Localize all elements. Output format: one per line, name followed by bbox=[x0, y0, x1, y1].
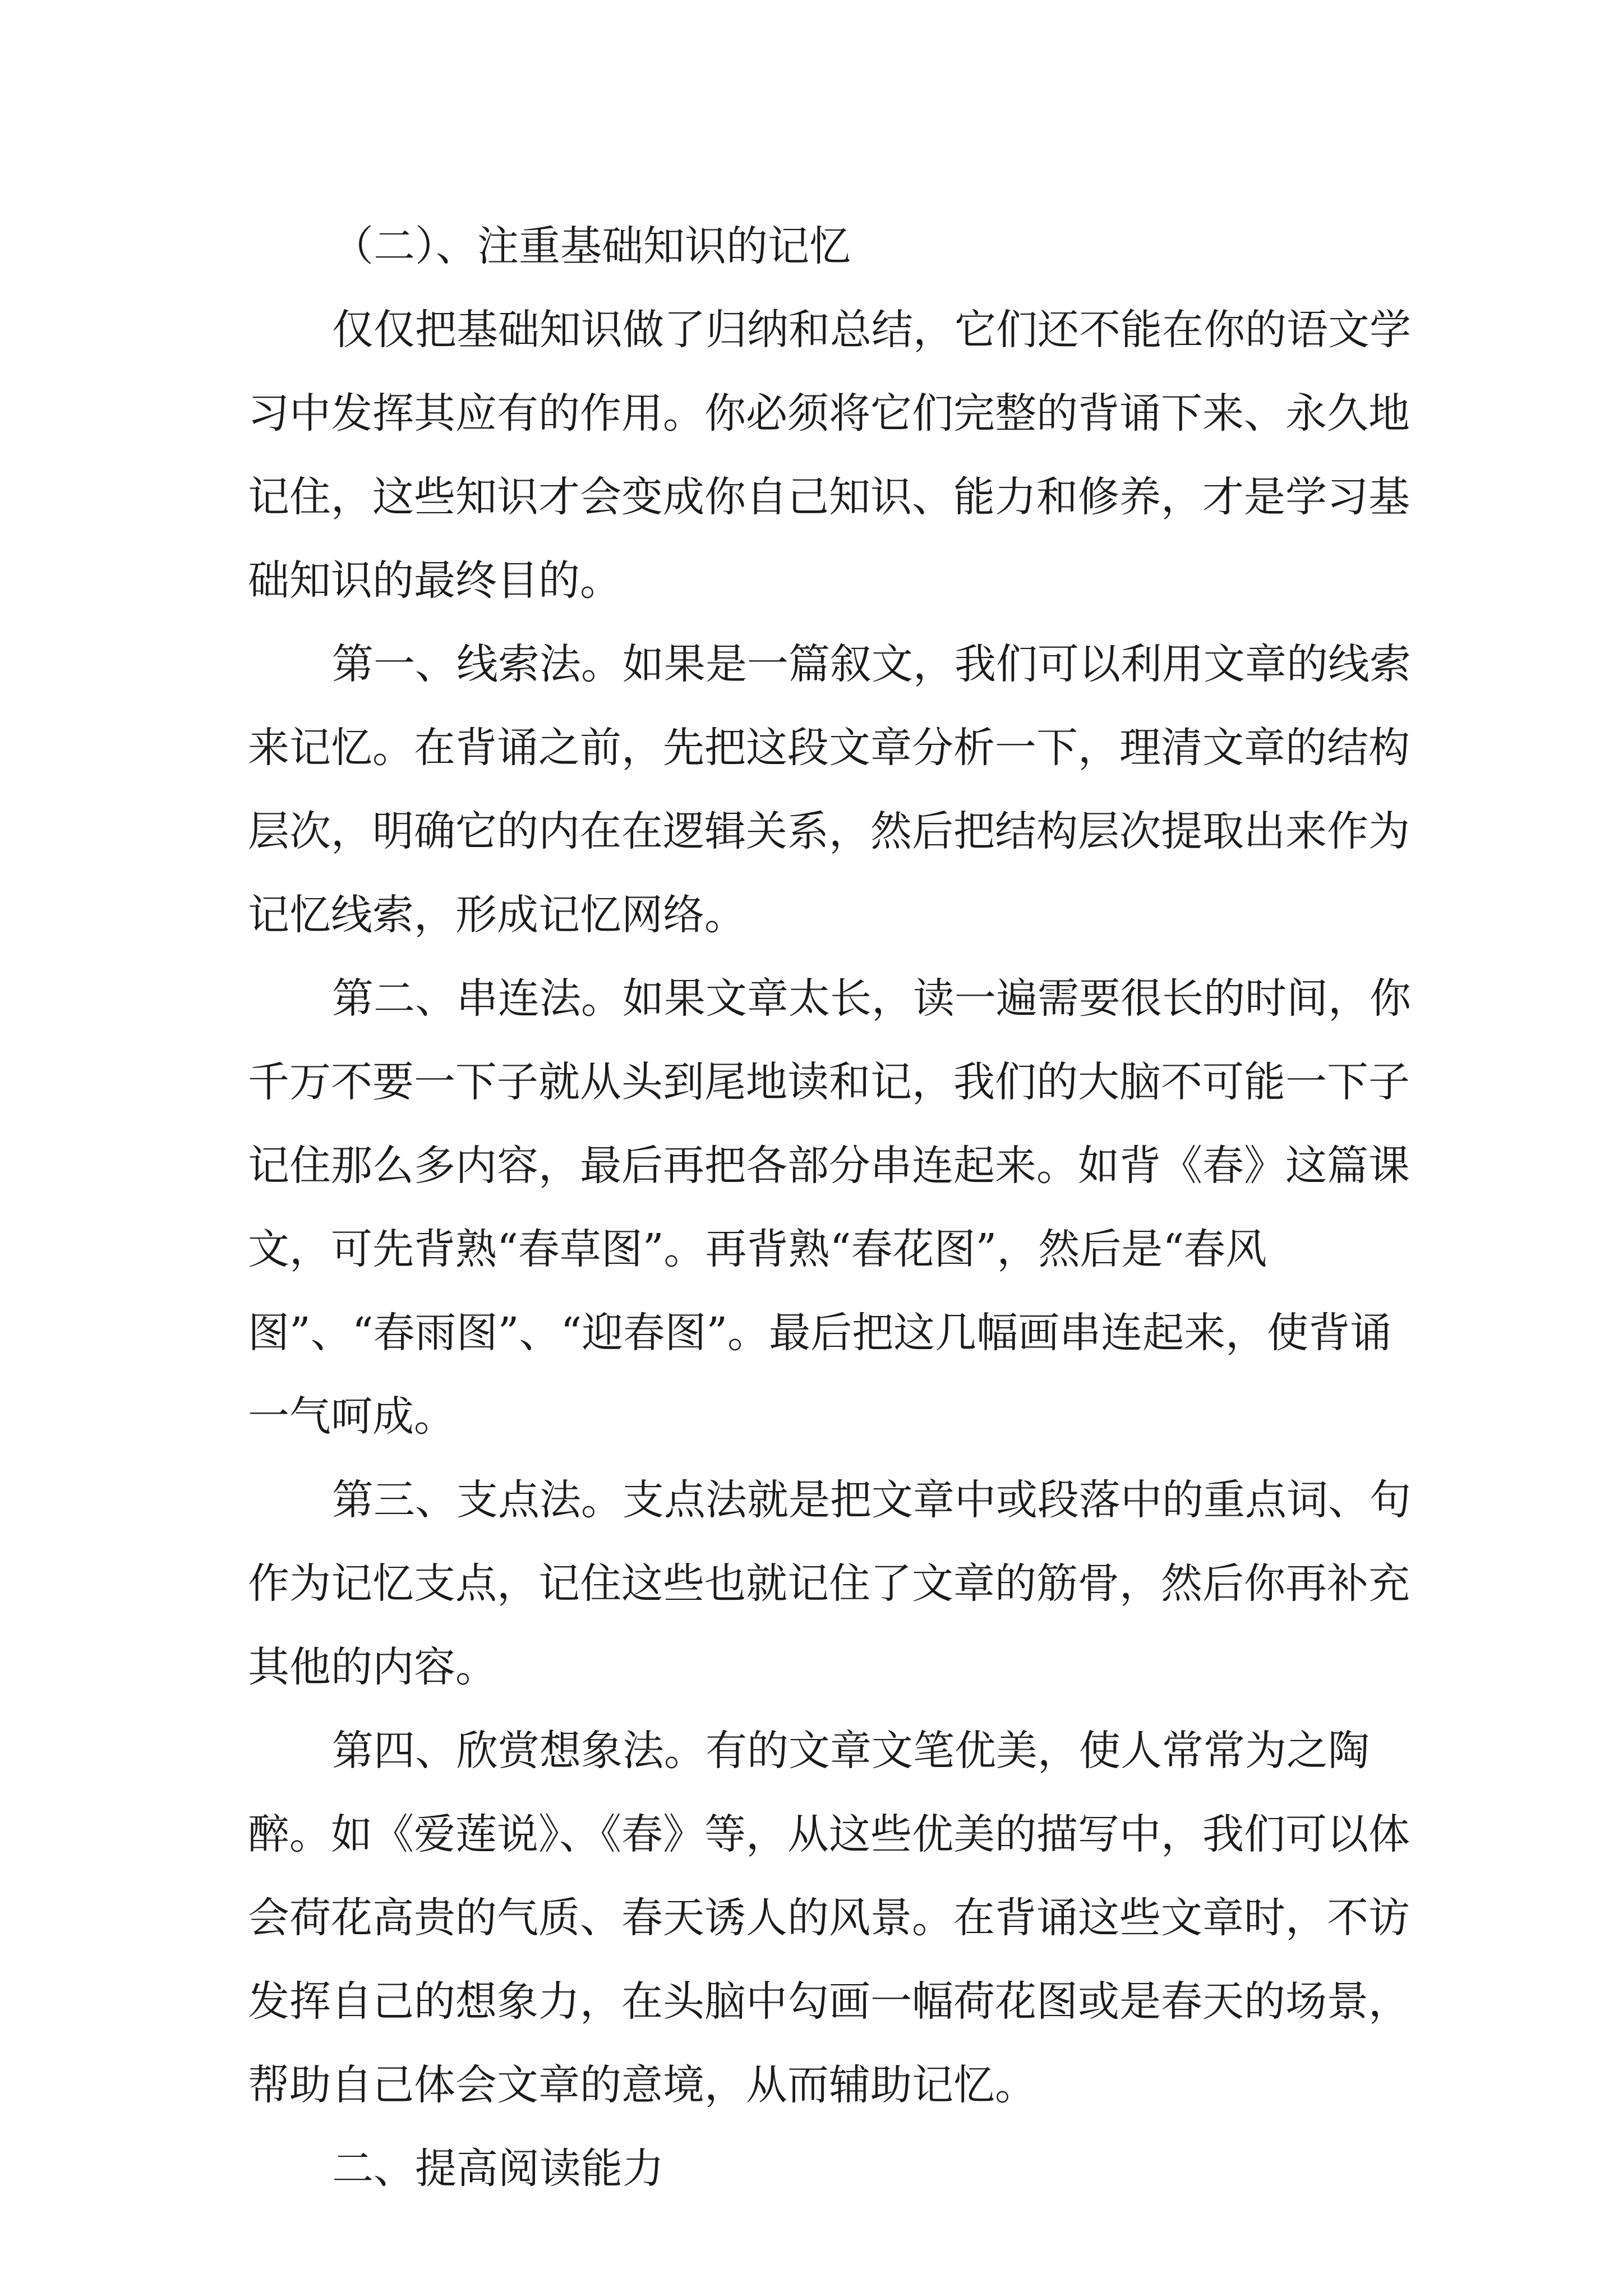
document-body bbox=[248, 205, 1420, 2211]
section-heading: （二）、注重基础知识的记忆 bbox=[332, 222, 851, 270]
paragraph-fulcrum-method: 第三、支点法。支点法就是把文章中或段落中的重点词、句作为记忆支点，记住这些也就记住了文章的筋骨，然后你再补充其他的内容。 bbox=[248, 1476, 1411, 1691]
paragraph-clue-method: 第一、线索法。如果是一篇叙文，我们可以利用文章的线索来记忆。在背诵之前，先把这段文章分析一下，理清文章的结构层次，明确它的内在在逻辑关系，然后把结构层次提取出来作为记忆线索，形成记忆网络。 bbox=[248, 640, 1411, 939]
paragraph-intro: 仅仅把基础知识做了归纳和总结，它们还不能在你的语文学习中发挥其应有的作用。你必须将它们完整的背诵下来、永久地记住，这些知识才会变成你自己知识、能力和修养，才是学习基础知识的最终目的。 bbox=[248, 306, 1411, 605]
next-section-heading: 二、提高阅读能力 bbox=[332, 2145, 664, 2193]
paragraph-imagination-method: 第四、欣赏想象法。有的文章文笔优美，使人常常为之陶醉。如《爱莲说》、《春》等，从这些优美的描写中，我们可以体会荷花高贵的气质、春天诱人的风景。在背诵这些文章时，不访发挥自己的想象力，在头脑中勾画一幅荷花图或是春天的场景，帮助自己体会文章的意境，从而辅助记忆。 bbox=[248, 1727, 1410, 2109]
paragraph-linking-method: 第二、串连法。如果文章太长，读一遍需要很长的时间，你千万不要一下子就从头到尾地读和记，我们的大脑不可能一下子记住那么多内容，最后再把各部分串连起来。如背《春》这篇课文，可先背熟“春草图”。再背熟“春花图”，然后是“春风图”、“春雨图”、“迎春图”。最后把这几幅画串连起来，使背诵一气呵成。 bbox=[248, 974, 1411, 1441]
